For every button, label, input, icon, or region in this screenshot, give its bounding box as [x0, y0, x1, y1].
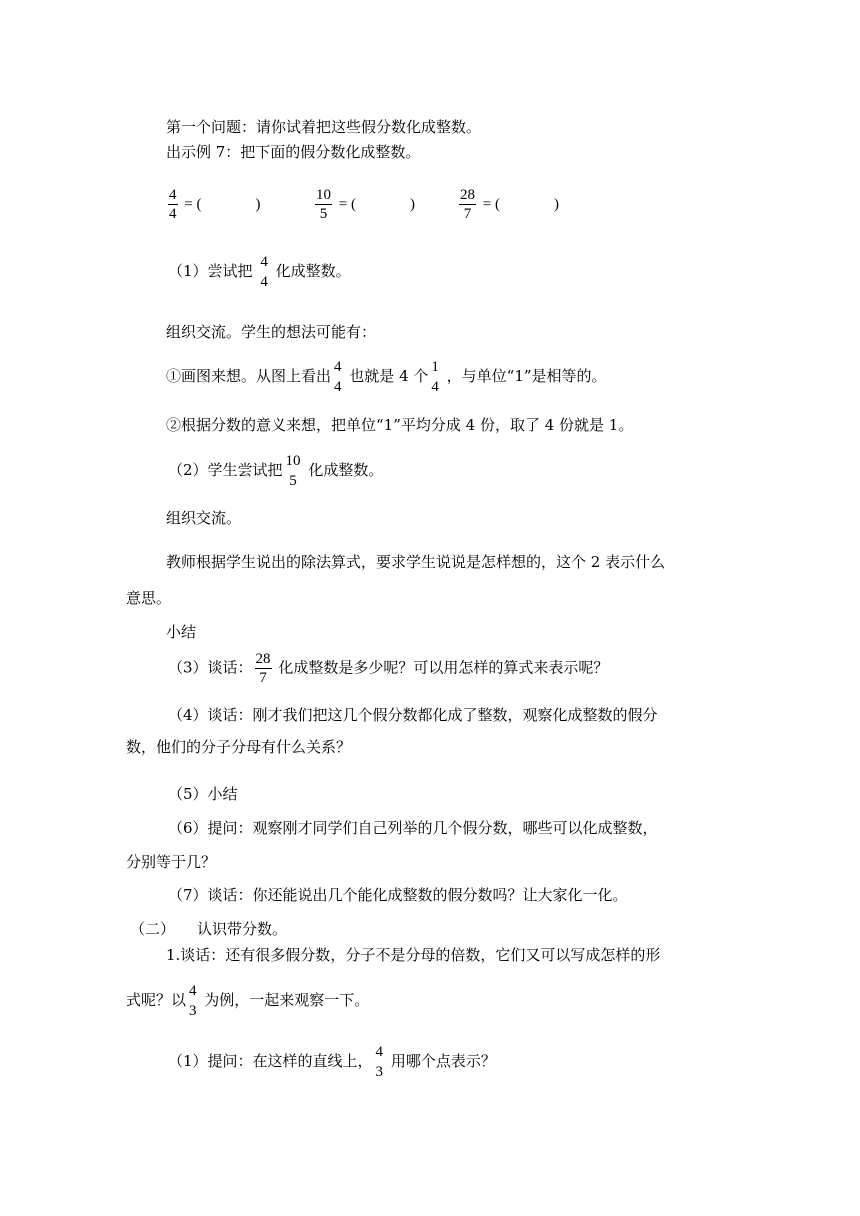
fraction: 4 3 [189, 983, 197, 1019]
idea-1: ①画图来想。从图上看出 4 4 也就是 4 个 1 4 ，与单位“1”是相等的。 [166, 359, 607, 395]
step-2: （2）学生尝试把 10 5 化成整数。 [168, 453, 384, 489]
fraction: $\frac{4}{4}$ [169, 187, 177, 222]
step-3: （3）谈话： $\frac{28}{7}$ 化成整数是多少呢？可以用怎样的算式来表示呢？ [168, 651, 609, 686]
fraction: 4 3 [375, 1044, 384, 1080]
step-6: （6）提问：观察刚才同学们自己列举的几个假分数，哪些可以化成整数， [168, 819, 658, 837]
paragraph: 意思。 [126, 589, 172, 607]
fraction: $\frac{10}{5}$ [316, 187, 331, 222]
paragraph: 教师根据学生说出的除法算式，要求学生说说是怎样想的，这个 2 表示什么 [166, 553, 666, 571]
paragraph: 组织交流。 [166, 509, 242, 527]
step-1: （1）尝试把 4 4 化成整数。 [168, 254, 351, 290]
step-5: （5）小结 [168, 785, 238, 803]
fraction: 1 4 [431, 359, 439, 395]
step-4-cont: 数，他们的分子分母有什么关系？ [126, 738, 352, 756]
step-7: （7）谈话：你还能说出几个能化成整数的假分数吗？让大家化一化。 [168, 886, 628, 904]
paragraph: 出示例 7：把下面的假分数化成整数。 [166, 143, 421, 161]
paragraph: 组织交流。学生的想法可能有： [166, 323, 377, 341]
fraction: $\frac{28}{7}$ [255, 651, 271, 686]
talk-1: 1.谈话：还有很多假分数，分子不是分母的倍数，它们又可以写成怎样的形 [166, 946, 661, 964]
paragraph: 小结 [166, 623, 197, 641]
section-heading: （二） 认识带分数。 [130, 920, 288, 938]
question-1: （1）提问：在这样的直线上， 4 3 用哪个点表示？ [168, 1044, 496, 1080]
step-6-cont: 分别等于几？ [126, 853, 217, 871]
fraction: 10 5 [285, 453, 301, 489]
talk-1-cont: 式呢？以 4 3 为例，一起来观察一下。 [126, 983, 370, 1019]
fraction: $\frac{28}{7}$ [460, 187, 475, 222]
equation-3: $\frac{28}{7}$ = ( ) [460, 187, 559, 222]
equation-1: $\frac{4}{4}$ = ( ) [169, 187, 261, 222]
fraction: 4 4 [260, 254, 268, 290]
paragraph: 第一个问题：请你试着把这些假分数化成整数。 [166, 118, 482, 136]
fraction: 4 4 [334, 359, 342, 395]
step-4: （4）谈话：刚才我们把这几个假分数都化成了整数，观察化成整数的假分 [168, 706, 658, 724]
idea-2: ②根据分数的意义来想，把单位“1”平均分成 4 份，取了 4 份就是 1。 [166, 416, 634, 434]
equation-2: $\frac{10}{5}$ = ( ) [316, 187, 415, 222]
